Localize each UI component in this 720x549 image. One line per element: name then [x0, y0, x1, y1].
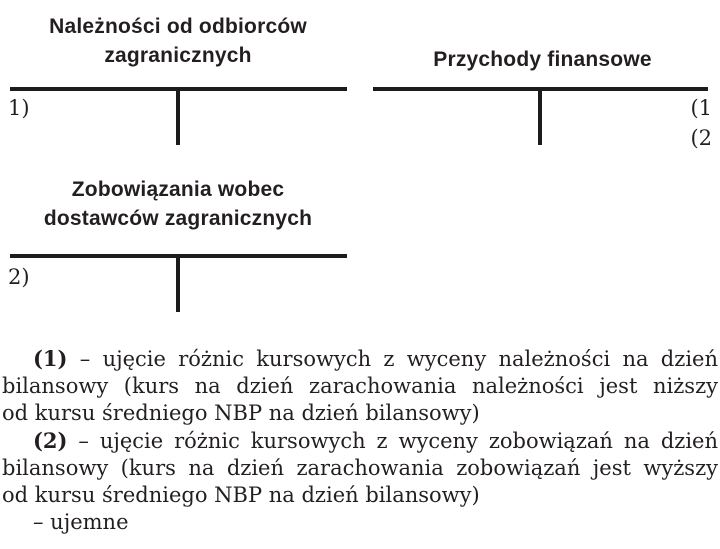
debit-entry-label-receivables: 1)	[8, 96, 30, 120]
legend-item-1-line-2: bilansowy (kurs na dzień zarachowania należności jest niższy	[2, 374, 718, 398]
legend-marker-1: (1)	[33, 346, 68, 371]
account-title-payables: Zobowiązania wobec dostawców zagranicznych	[43, 178, 313, 230]
account-title-financial-revenues: Przychody finansowe	[433, 48, 652, 71]
legend	[2, 345, 718, 536]
legend-footnote: – ujemne	[33, 510, 129, 534]
t-bar-vertical-financial-revenues	[538, 87, 542, 145]
legend-item-2-line-3: od kursu średniego NBP na dzień bilansowy)	[2, 483, 480, 507]
legend-item-2-line-1	[2, 427, 718, 455]
legend-item-2-line-2: bilansowy (kurs na dzień zarachowania zobowiązań jest wyższy	[2, 456, 718, 480]
credit-entry-label-2: (2	[690, 126, 712, 150]
legend-item-1-line-3: od kursu średniego NBP na dzień bilansowy)	[2, 401, 480, 425]
account-title-receivables: Należności od odbiorców zagranicznych	[49, 15, 307, 67]
t-bar-vertical-payables	[176, 254, 180, 312]
debit-entry-label-payables: 2)	[8, 265, 30, 289]
legend-item-1-line-1	[2, 345, 718, 373]
legend-marker-2: (2)	[33, 428, 68, 453]
credit-entry-label-1: (1	[690, 96, 712, 120]
legend-text: – ujęcie różnic kursowych z wyceny należności na dzień	[79, 347, 718, 371]
t-bar-vertical-receivables	[176, 87, 180, 145]
legend-text: – ujęcie różnic kursowych z wyceny zobowiązań na dzień	[78, 429, 718, 453]
